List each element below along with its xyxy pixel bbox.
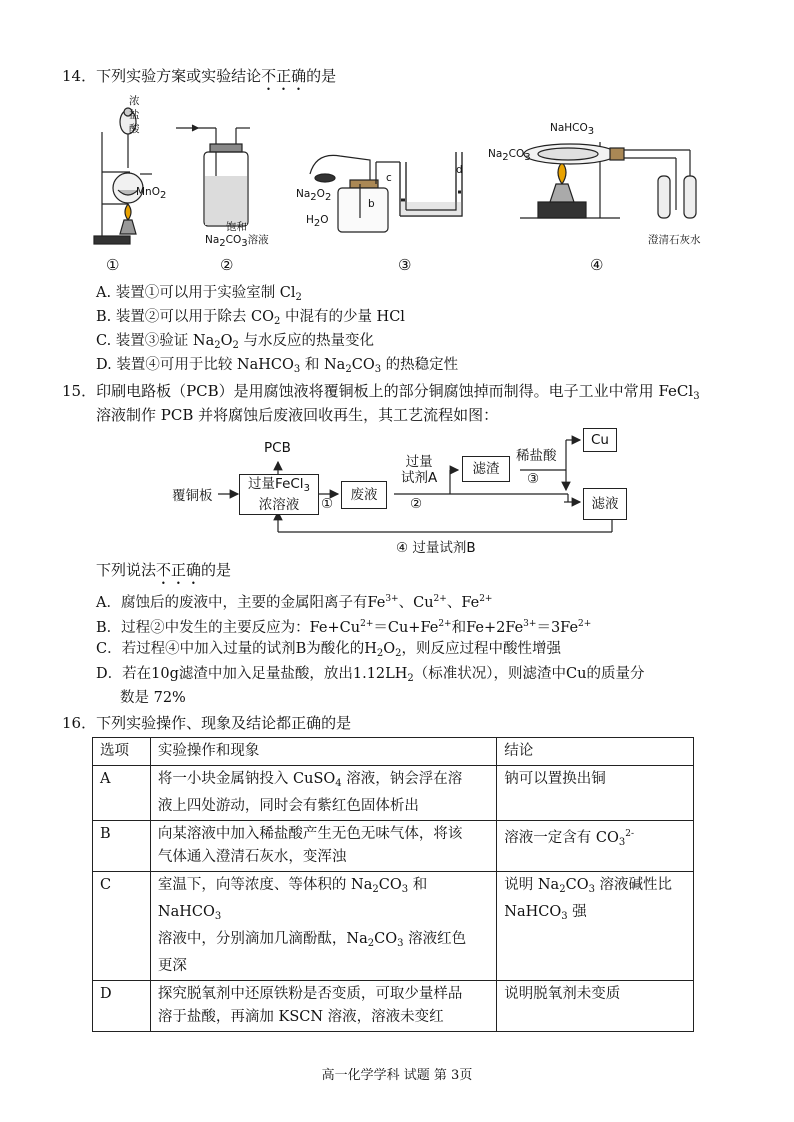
header-conclusion: 结论 bbox=[497, 738, 694, 766]
row-conclusion: 溶液一定含有 $CO_3^{2-}$ bbox=[497, 821, 694, 872]
app-number-1: ① bbox=[106, 256, 120, 274]
row-option-label: C bbox=[93, 872, 151, 981]
q15-stem-line2: 溶液制作 PCB 并将腐蚀后废液回收再生，其工艺流程如图： bbox=[96, 406, 499, 424]
flow-box-filtrate: 滤液 bbox=[583, 488, 627, 520]
row-option-label: D bbox=[93, 981, 151, 1032]
app4-label-na2co3: Na2CO3 bbox=[488, 148, 531, 163]
flow-step-4: ④ 过量试剂B bbox=[396, 540, 476, 556]
app2-label-saturated: 饱和 bbox=[226, 221, 247, 233]
row-operation: 向某溶液中加入稀盐酸产生无色无味气体，将该 气体通入澄清石灰水，变浑浊 bbox=[150, 821, 496, 872]
row-option-label: B bbox=[93, 821, 151, 872]
app3-label-c: c bbox=[386, 172, 392, 184]
app-number-3: ③ bbox=[398, 256, 412, 274]
table-row[interactable] bbox=[93, 821, 694, 872]
flow-box-fecl3: 过量FeCl$_3$ 浓溶液 bbox=[239, 474, 319, 515]
table-row[interactable] bbox=[93, 766, 694, 821]
flow-step-1: ① bbox=[321, 496, 334, 512]
flow-step-3: ③ bbox=[527, 471, 540, 487]
table-row[interactable] bbox=[93, 981, 694, 1032]
q14-option-c[interactable]: C. 装置③验证 $Na_2O_2$ 与水反应的热量变化 bbox=[96, 333, 374, 351]
row-conclusion: 钠可以置换出铜 bbox=[497, 766, 694, 821]
app4-label-limewater: 澄清石灰水 bbox=[648, 234, 701, 246]
row-operation: 室温下，向等浓度、等体积的 $Na_2CO_3$ 和 NaHCO$_3$ 溶液中，分别滴加几滴酚酞，$Na_2CO_3$ 溶液红色 更深 bbox=[150, 872, 496, 981]
q14-option-a[interactable]: A. 装置①可以用于实验室制 $Cl_2$ bbox=[96, 285, 302, 303]
flow-dilute-hcl: 稀盐酸 bbox=[516, 448, 557, 464]
row-conclusion: 说明脱氧剂未变质 bbox=[497, 981, 694, 1032]
app3-label-d: d bbox=[456, 164, 463, 176]
q14-apparatus-figure bbox=[80, 92, 720, 274]
app1-label-mno2: MnO2 bbox=[136, 186, 167, 201]
q14-stem: 14．下列实验方案或实验结论不正确的是 bbox=[62, 67, 337, 85]
q15-option-d[interactable]: D．若在10g滤渣中加入足量盐酸，放出$1.12LH_2$（标准状况），则滤渣中Cu的质量分 bbox=[96, 666, 645, 684]
q15-option-b[interactable]: B．过程②中发生的主要反应为：$Fe+Cu^{2+}=Cu+Fe^{2+}$和$Fe+2Fe^{3+}=3Fe^{2+}$ bbox=[96, 619, 592, 636]
row-option-label: A bbox=[93, 766, 151, 821]
flow-box-cu: Cu bbox=[583, 428, 617, 452]
flow-box-waste: 废液 bbox=[341, 481, 387, 509]
q16-table bbox=[92, 737, 694, 1032]
apparatus-1-cl2-generator bbox=[94, 108, 152, 244]
apparatus-3-u-tube bbox=[310, 152, 462, 232]
q15-option-c[interactable]: C．若过程④中加入过量的试剂B为酸化的$H_2O_2$，则反应过程中酸性增强 bbox=[96, 641, 562, 659]
app4-label-nahco3: NaHCO3 bbox=[550, 122, 595, 137]
row-operation: 将一小块金属钠投入 CuSO$_4$ 溶液，钠会浮在溶 液上四处游动，同时会有紫红色固体析出 bbox=[150, 766, 496, 821]
page-footer: 高一化学学科 试题 第 3页 bbox=[321, 1068, 473, 1083]
app3-label-h2o: H2O bbox=[306, 214, 329, 229]
app3-label-b: b bbox=[368, 198, 375, 210]
app3-label-na2o2: Na2O2 bbox=[296, 188, 332, 203]
q15-stem-line1: 15．印刷电路板（PCB）是用腐蚀液将覆铜板上的部分铜腐蚀掉而制得。电子工业中常用 FeCl$_3$ bbox=[62, 382, 700, 402]
row-conclusion: 说明 $Na_2CO_3$ 溶液碱性比 NaHCO$_3$ 强 bbox=[497, 872, 694, 981]
q16-stem: 16．下列实验操作、现象及结论都正确的是 bbox=[62, 714, 352, 732]
header-operation: 实验操作和现象 bbox=[150, 738, 496, 766]
flow-pcb-label: PCB bbox=[264, 440, 291, 456]
table-row[interactable] bbox=[93, 872, 694, 981]
q15-option-a[interactable]: A．腐蚀后的废液中，主要的金属阳离子有$Fe^{3+}$、$Cu^{2+}$、$Fe^{2+}$ bbox=[96, 594, 493, 611]
q15-ask: 下列说法不正确的是 bbox=[96, 561, 232, 579]
flow-step-2: ② bbox=[410, 496, 423, 512]
app-number-2: ② bbox=[220, 256, 234, 274]
apparatus-2-wash-bottle bbox=[176, 125, 250, 226]
q15-option-d-line2: 数是 72% bbox=[120, 690, 186, 706]
flow-copper-board: 覆铜板 bbox=[172, 488, 213, 504]
apparatus-4-heating-tubes bbox=[520, 142, 696, 218]
row-operation: 探究脱氧剂中还原铁粉是否变质，可取少量样品 溶于盐酸，再滴加 KSCN 溶液，溶液未变红 bbox=[150, 981, 496, 1032]
header-option: 选项 bbox=[93, 738, 151, 766]
app1-label-hcl: 浓盐酸 bbox=[129, 95, 140, 135]
app-number-4: ④ bbox=[590, 256, 604, 274]
q14-option-d[interactable]: D. 装置④可用于比较 NaHCO$_3$ 和 $Na_2CO_3$ 的热稳定性 bbox=[96, 357, 459, 375]
table-header-row bbox=[93, 738, 694, 766]
flow-reagent-a: 过量 试剂A bbox=[401, 454, 438, 486]
app2-label-na2co3: Na2CO3溶液 bbox=[205, 234, 269, 249]
q14-option-b[interactable]: B. 装置②可以用于除去 $CO_2$ 中混有的少量 HCl bbox=[96, 309, 405, 327]
flow-box-residue: 滤渣 bbox=[462, 456, 510, 482]
